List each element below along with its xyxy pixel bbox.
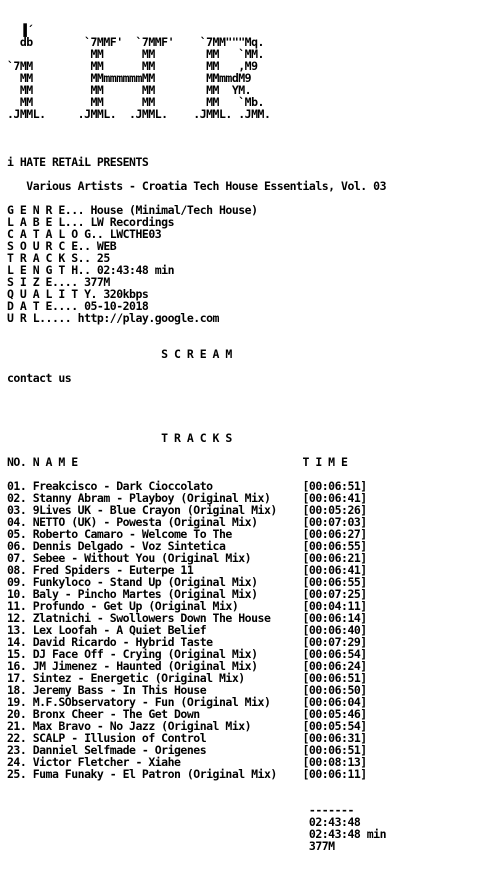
totals-divider: ------- xyxy=(7,803,354,817)
track-row: 04. NETTO (UK) - Powesta (Original Mix) [00:07:03] xyxy=(7,515,367,529)
track-row: 17. Sintez - Energetic (Original Mix) [00:06:51] xyxy=(7,671,367,685)
info-genre: G E N R E... House (Minimal/Tech House) xyxy=(7,203,258,217)
tracks-column-header: NO. N A M E T I M E xyxy=(7,455,348,469)
blank-line xyxy=(7,780,386,792)
total-size: 377M xyxy=(7,839,335,853)
blank-line xyxy=(7,132,386,144)
total-time: 02:43:48 xyxy=(7,815,361,829)
logo-art-line: `7MM MM MM MM ,M9 xyxy=(7,59,258,73)
info-date: D A T E.... 05-10-2018 xyxy=(7,299,149,313)
release-title: Various Artists - Croatia Tech House Essentials, Vol. 03 xyxy=(7,179,386,193)
info-source: S O U R C E.. WEB xyxy=(7,239,117,253)
track-row: 01. Freakcisco - Dark Cioccolato [00:06:51] xyxy=(7,479,367,493)
track-row: 13. Lex Loofah - A Quiet Belief [00:06:40] xyxy=(7,623,367,637)
logo-art-line: .JMML. .JMML. .JMML. .JMML. .JMM. xyxy=(7,107,271,121)
track-row: 19. M.F.SObservatory - Fun (Original Mix) [00:06:04] xyxy=(7,695,367,709)
logo-art-line: ▐́ xyxy=(7,23,27,37)
track-row: 18. Jeremy Bass - In This House [00:06:50] xyxy=(7,683,367,697)
blank-line xyxy=(7,408,386,420)
tracks-heading: T R A C K S xyxy=(7,431,232,445)
track-row: 02. Stanny Abram - Playboy (Original Mix) [00:06:41] xyxy=(7,491,367,505)
track-row: 14. David Ricardo - Hybrid Taste [00:07:29] xyxy=(7,635,367,649)
info-quality: Q U A L I T Y. 320kbps xyxy=(7,287,149,301)
track-row: 16. JM Jimenez - Haunted (Original Mix) [00:06:24] xyxy=(7,659,367,673)
blank-line xyxy=(7,324,386,336)
nfo-document xyxy=(7,24,386,852)
track-row: 22. SCALP - Illusion of Control [00:06:31] xyxy=(7,731,367,745)
track-row: 08. Fred Spiders - Euterpe 11 [00:06:41] xyxy=(7,563,367,577)
info-size: S I Z E.... 377M xyxy=(7,275,110,289)
info-label: L A B E L... LW Recordings xyxy=(7,215,175,229)
logo-art-line: MM MMmmmmmmMM MMmmdM9 xyxy=(7,71,252,85)
logo-art-line: MM MM MM MM `Mb. xyxy=(7,95,264,109)
track-row: 15. DJ Face Off - Crying (Original Mix) [00:06:54] xyxy=(7,647,367,661)
track-row: 21. Max Bravo - No Jazz (Original Mix) [00:05:54] xyxy=(7,719,367,733)
track-row: 06. Dennis Delgado - Voz Sintetica [00:06:55] xyxy=(7,539,367,553)
blank-line xyxy=(7,396,386,408)
track-row: 05. Roberto Camaro - Welcome To The [00:06:27] xyxy=(7,527,367,541)
blank-line xyxy=(7,384,386,396)
logo-art-line: MM MM MM MM YM. xyxy=(7,83,252,97)
blank-line xyxy=(7,120,386,132)
track-row: 07. Sebee - Without You (Original Mix) [00:06:21] xyxy=(7,551,367,565)
logo-art-line: db `7MMF' `7MMF' `7MM"""Mq. xyxy=(7,35,264,49)
track-row: 03. 9Lives UK - Blue Crayon (Original Mix) [00:05:26] xyxy=(7,503,367,517)
contact-us-link[interactable]: contact us xyxy=(7,371,72,385)
info-url: U R L..... http://play.google.com xyxy=(7,311,219,325)
logo-art-line: MM MM MM `MM. xyxy=(7,47,264,61)
info-tracks: T R A C K S.. 25 xyxy=(7,251,110,265)
track-row: 11. Profundo - Get Up (Original Mix) [00:04:11] xyxy=(7,599,367,613)
track-row: 23. Danniel Selfmade - Origenes [00:06:51] xyxy=(7,743,367,757)
track-row: 12. Zlatnichi - Swollowers Down The House [00:06:14] xyxy=(7,611,367,625)
total-length: 02:43:48 min xyxy=(7,827,386,841)
track-row: 24. Victor Fletcher - Xiahe [00:08:13] xyxy=(7,755,367,769)
track-row: 20. Bronx Cheer - The Get Down [00:05:46] xyxy=(7,707,367,721)
track-row: 09. Funkyloco - Stand Up (Original Mix) [00:06:55] xyxy=(7,575,367,589)
presents-line: i HATE RETAiL PRESENTS xyxy=(7,155,149,169)
track-row: 10. Baly - Pincho Martes (Original Mix) [00:07:25] xyxy=(7,587,367,601)
info-catalog: C A T A L O G.. LWCTHE03 xyxy=(7,227,162,241)
track-row: 25. Fuma Funaky - El Patron (Original Mix) [00:06:11] xyxy=(7,767,367,781)
scream-heading: S C R E A M xyxy=(7,347,232,361)
info-length: L E N G T H.. 02:43:48 min xyxy=(7,263,175,277)
